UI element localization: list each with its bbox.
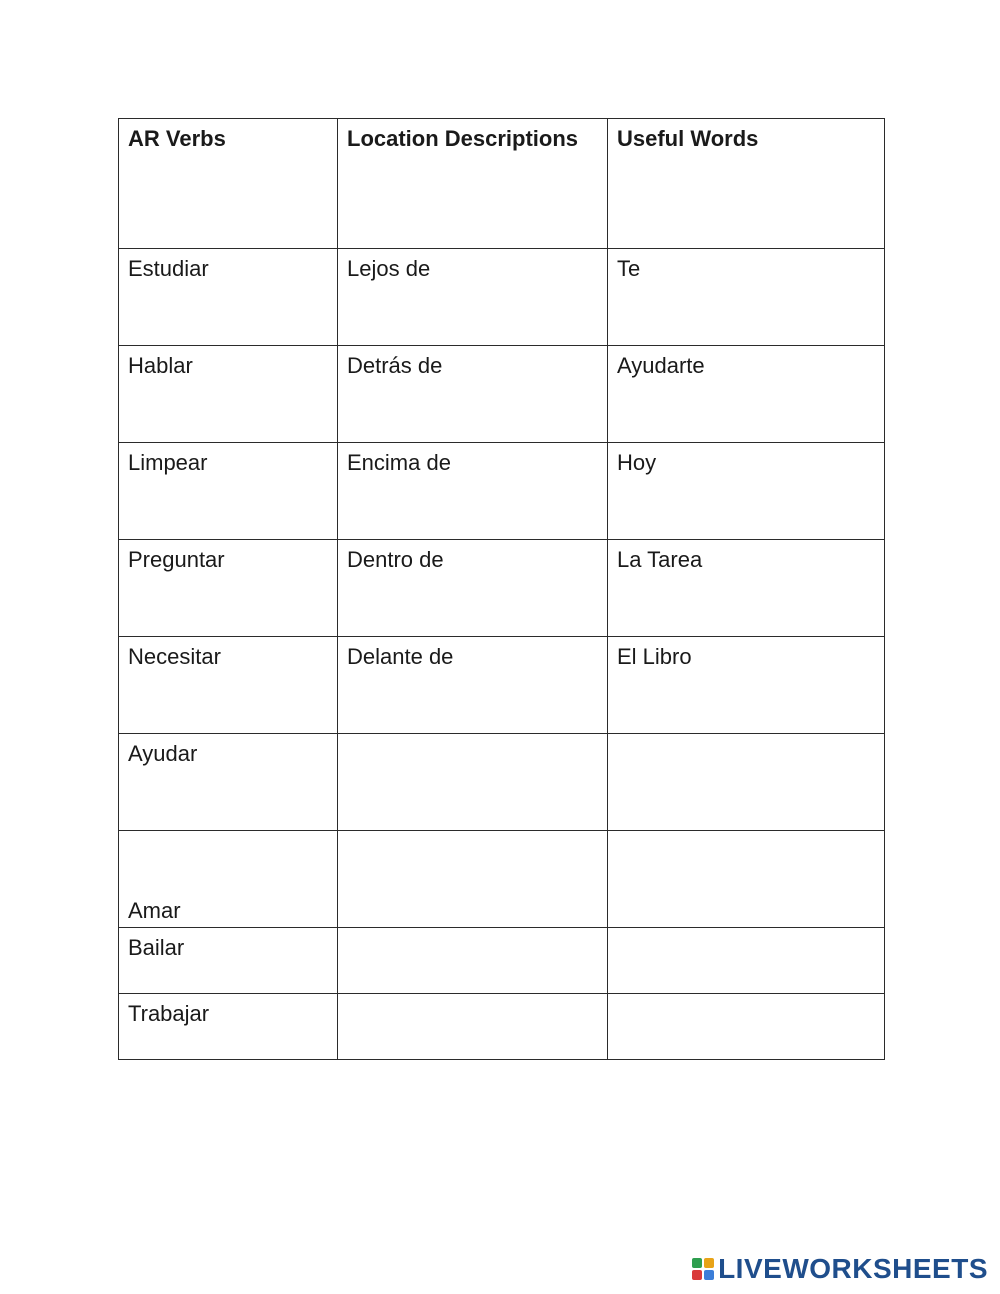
useful-word-cell: Hoy: [608, 443, 885, 540]
brand-name: LIVEWORKSHEETS: [718, 1253, 988, 1284]
location-cell: Detrás de: [338, 346, 608, 443]
location-cell: [338, 928, 608, 994]
verb-cell: Preguntar: [119, 540, 338, 637]
header-useful-words: Useful Words: [608, 119, 885, 249]
table-row: [119, 637, 885, 734]
table-row: [119, 994, 885, 1060]
useful-word-cell: [608, 928, 885, 994]
verb-cell: Amar: [119, 831, 338, 928]
table-row: [119, 928, 885, 994]
table-row: [119, 249, 885, 346]
location-cell: [338, 831, 608, 928]
verb-cell: Trabajar: [119, 994, 338, 1060]
table-row: [119, 831, 885, 928]
useful-word-cell: [608, 994, 885, 1060]
logo-block: [692, 1270, 702, 1280]
useful-word-cell: [608, 831, 885, 928]
logo-block: [704, 1270, 714, 1280]
location-cell: [338, 734, 608, 831]
header-ar-verbs: AR Verbs: [119, 119, 338, 249]
location-cell: Delante de: [338, 637, 608, 734]
useful-word-cell: El Libro: [608, 637, 885, 734]
verb-cell: Limpear: [119, 443, 338, 540]
location-cell: Lejos de: [338, 249, 608, 346]
table-row: [119, 734, 885, 831]
table-row: [119, 346, 885, 443]
location-cell: Encima de: [338, 443, 608, 540]
useful-word-cell: La Tarea: [608, 540, 885, 637]
verb-cell: Bailar: [119, 928, 338, 994]
useful-word-cell: [608, 734, 885, 831]
logo-blocks-icon: [692, 1258, 714, 1280]
location-cell: [338, 994, 608, 1060]
verb-cell: Ayudar: [119, 734, 338, 831]
verb-cell: Necesitar: [119, 637, 338, 734]
verb-cell: Hablar: [119, 346, 338, 443]
useful-word-cell: Ayudarte: [608, 346, 885, 443]
header-location-descriptions: Location Descriptions: [338, 119, 608, 249]
header-row: [119, 119, 885, 249]
vocabulary-table: [118, 118, 885, 1060]
logo-block: [704, 1258, 714, 1268]
verb-cell: Estudiar: [119, 249, 338, 346]
liveworksheets-logo[interactable]: [692, 1253, 988, 1285]
logo-block: [692, 1258, 702, 1268]
table-row: [119, 540, 885, 637]
useful-word-cell: Te: [608, 249, 885, 346]
table-row: [119, 443, 885, 540]
location-cell: Dentro de: [338, 540, 608, 637]
